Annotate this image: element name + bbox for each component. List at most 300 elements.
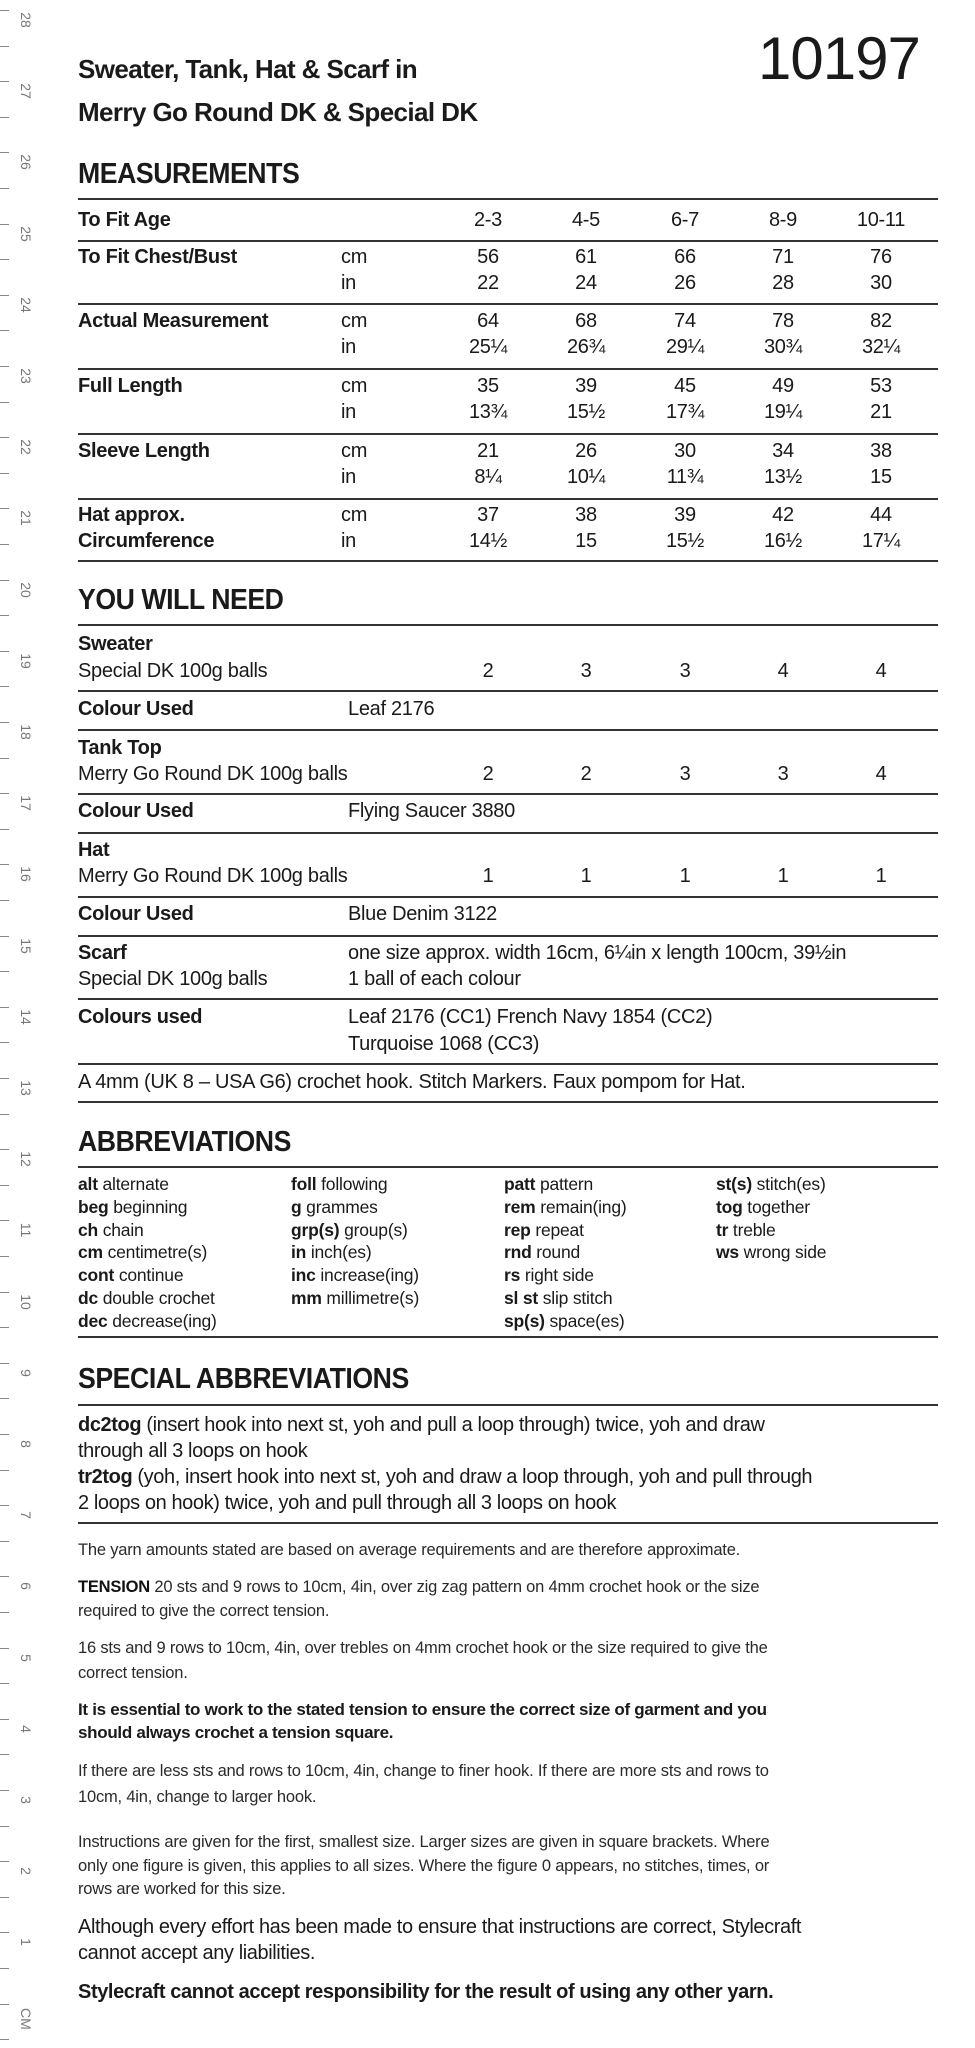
measurement-value: 16½ [763, 530, 803, 552]
size-value: 8-9 [768, 209, 797, 231]
ball-count: 3 [580, 660, 592, 682]
measurement-value: 28 [772, 272, 794, 294]
ruler-tick [0, 1185, 9, 1186]
abbreviation-term: rem [504, 1196, 536, 1217]
hook-change-note: If there are less sts and rows to 10cm, 4in, change to finer hook. If there are more sts and rows to [78, 1762, 769, 1780]
divider [78, 198, 938, 200]
ruler-tick [0, 10, 9, 11]
abbreviation-item [78, 1287, 215, 1309]
ruler-tick [0, 152, 9, 153]
abbreviation-meaning: together [747, 1196, 810, 1217]
divider [78, 560, 938, 562]
abbreviation-meaning: round [536, 1242, 581, 1263]
abbreviation-term: mm [291, 1288, 322, 1308]
abbreviation-meaning: following [321, 1174, 388, 1194]
abbreviation-item [291, 1219, 408, 1241]
abbreviation-term: cont [78, 1265, 115, 1286]
measurement-value: 68 [575, 310, 597, 332]
ruler-label: 19 [18, 653, 34, 669]
measurement-value: 26 [575, 440, 597, 462]
colour-label: Colours used [78, 1006, 203, 1028]
measurement-value: 17¾ [665, 401, 705, 423]
tension-note-2: correct tension. [78, 1664, 188, 1682]
ruler-tick [0, 793, 9, 794]
ruler-tick [0, 1114, 9, 1115]
abbreviation-meaning: millimetre(s) [326, 1288, 420, 1308]
measurement-value: 32¼ [861, 336, 901, 358]
ruler-label: 21 [18, 510, 34, 527]
special-definition: through all 3 loops on hook [78, 1440, 308, 1462]
you-will-need-heading: YOU WILL NEED [78, 584, 284, 616]
row-label: Actual Measurement [78, 310, 269, 332]
size-value: 2-3 [473, 209, 502, 231]
abbreviation-item [291, 1173, 387, 1195]
ruler-label: 10 [18, 1293, 34, 1310]
abbreviation-item [78, 1241, 207, 1263]
abbreviation-term: g [291, 1196, 302, 1217]
divider [78, 240, 938, 242]
ruler-tick [0, 2039, 9, 2040]
unit-label: in [341, 401, 356, 423]
measurement-value: 53 [870, 375, 892, 397]
ruler-tick [0, 1897, 9, 1898]
ruler-tick [0, 580, 9, 581]
measurement-value: 61 [575, 246, 597, 268]
ball-count: 2 [580, 763, 592, 785]
abbreviation-term: inc [291, 1265, 316, 1286]
colour-value: Leaf 2176 [348, 698, 435, 720]
abbreviation-meaning: inch(es) [310, 1242, 372, 1263]
ruler-tick [0, 936, 9, 937]
abbreviation-term: cm [78, 1242, 103, 1263]
ruler-tick [0, 1754, 9, 1755]
abbreviation-item [504, 1264, 594, 1286]
measurement-value: 13½ [763, 466, 803, 488]
ball-count: 4 [777, 660, 789, 682]
row-label: Hat approx. [78, 504, 185, 526]
ruler-tick [0, 437, 9, 438]
ruler-label: 16 [18, 866, 34, 883]
size-value: 10-11 [856, 209, 906, 231]
measurement-value: 45 [674, 375, 696, 397]
measurement-value: 19¼ [763, 401, 803, 423]
ruler-tick [0, 295, 9, 296]
ruler-tick [0, 1968, 9, 1969]
row-label: Circumference [78, 530, 215, 552]
abbreviation-meaning: space(es) [549, 1310, 625, 1331]
abbreviation-item [504, 1287, 612, 1309]
ruler-tick [0, 224, 9, 225]
hook-change-note: 10cm, 4in, change to larger hook. [78, 1788, 317, 1806]
pattern-number: 10197 [758, 25, 920, 92]
abbreviation-item [291, 1196, 378, 1218]
measurement-value: 71 [772, 246, 794, 268]
divider [78, 690, 938, 692]
measurement-value: 30¾ [763, 336, 803, 358]
abbreviation-term: tr [716, 1219, 729, 1240]
measurement-value: 39 [674, 504, 696, 526]
special-abbreviation [78, 1464, 812, 1490]
abbreviation-term: rep [504, 1219, 531, 1240]
abbreviation-item [716, 1219, 776, 1241]
measurement-value: 15 [575, 530, 597, 552]
ruler-label: 3 [18, 1796, 34, 1804]
ruler-tick [0, 1861, 9, 1862]
ball-count: 4 [875, 763, 887, 785]
divider [78, 498, 938, 500]
ruler-tick [0, 1042, 9, 1043]
measurement-value: 8¼ [474, 466, 502, 488]
colour-label: Colour Used [78, 903, 194, 925]
unit-label: cm [341, 440, 368, 462]
special-definition: (yoh, insert hook into next st, yoh and draw a loop through, yoh and pull through [132, 1466, 813, 1488]
abbreviation-term: st(s) [716, 1174, 752, 1194]
ruler-tick [0, 1220, 9, 1221]
abbreviation-meaning: chain [102, 1219, 144, 1240]
measurement-value: 35 [477, 375, 499, 397]
ruler-label: 12 [18, 1151, 34, 1167]
abbreviation-meaning: increase(ing) [320, 1265, 419, 1286]
unit-label: cm [341, 310, 368, 332]
measurement-value: 24 [575, 272, 597, 294]
measurement-value: 15½ [665, 530, 705, 552]
ruler-tick [0, 971, 9, 972]
ruler-label: 15 [18, 937, 34, 954]
ball-count: 1 [482, 865, 494, 887]
tension-label: TENSION [78, 1578, 150, 1596]
tension-note: required to give the correct tension. [78, 1602, 330, 1620]
abbreviation-meaning: group(s) [344, 1219, 408, 1240]
divider [78, 433, 938, 435]
ball-count: 1 [777, 865, 789, 887]
abbreviation-term: dec [78, 1310, 108, 1331]
row-label: To Fit Age [78, 209, 171, 231]
yarn-label: Special DK 100g balls [78, 968, 268, 990]
ball-count: 2 [482, 660, 494, 682]
abbreviation-term: ch [78, 1219, 99, 1240]
ruler-tick [0, 900, 9, 901]
ruler-label: 25 [18, 225, 34, 242]
ball-count: 3 [679, 763, 691, 785]
ball-count: 3 [777, 763, 789, 785]
ruler-tick [0, 1648, 9, 1649]
abbreviation-item [716, 1173, 826, 1195]
measurement-value: 64 [477, 310, 499, 332]
ruler-tick [0, 722, 9, 723]
ruler-label: 24 [18, 297, 34, 313]
measurement-value: 38 [575, 504, 597, 526]
abbreviation-term: beg [78, 1196, 109, 1217]
ruler-tick [0, 1292, 9, 1293]
ruler-tick [0, 81, 9, 82]
abbreviation-item [716, 1196, 810, 1218]
abbreviation-term: foll [291, 1174, 317, 1194]
abbreviation-item [504, 1219, 584, 1241]
abbreviation-term: in [291, 1242, 307, 1263]
abbreviation-item [78, 1173, 169, 1195]
ruler-tick [0, 686, 9, 687]
measurement-value: 15½ [566, 401, 606, 423]
ruler-tick [0, 1505, 9, 1506]
ball-count: 1 [580, 865, 592, 887]
unit-label: cm [341, 375, 368, 397]
special-definition: (insert hook into next st, yoh and pull a loop through) twice, yoh and draw [141, 1414, 765, 1436]
ruler-tick [0, 651, 9, 652]
ruler-label: 4 [18, 1724, 34, 1733]
ruler-label: 13 [18, 1080, 34, 1096]
measurements-heading: MEASUREMENTS [78, 158, 300, 190]
row-label: Full Length [78, 375, 183, 397]
colour-value: Blue Denim 3122 [348, 903, 497, 925]
measurement-value: 30 [870, 272, 892, 294]
ruler-label: 26 [18, 154, 34, 171]
abbreviation-meaning: alternate [102, 1174, 169, 1194]
measurement-value: 17¼ [861, 530, 901, 552]
divider [78, 1166, 938, 1168]
yarn-label: Special DK 100g balls [78, 660, 268, 682]
ball-count: 2 [482, 763, 494, 785]
measurement-value: 44 [870, 504, 892, 526]
unit-label: cm [341, 504, 368, 526]
measurement-value: 56 [477, 246, 499, 268]
abbreviation-item [504, 1310, 625, 1332]
abbreviation-item [78, 1196, 187, 1218]
measurement-value: 49 [772, 375, 794, 397]
ruler-label: 9 [18, 1368, 34, 1377]
item-title: Sweater [78, 633, 153, 655]
ruler-tick [0, 2004, 9, 2005]
title-line-2: Merry Go Round DK & Special DK [78, 97, 478, 127]
special-term: dc2tog [78, 1414, 142, 1436]
divider [78, 832, 938, 834]
measurement-value: 42 [772, 504, 794, 526]
divider [78, 624, 938, 626]
item-title: Hat [78, 839, 110, 861]
measurement-value: 38 [870, 440, 892, 462]
divider [78, 368, 938, 370]
tension-text: 20 sts and 9 rows to 10cm, 4in, over zig zag pattern on 4mm crochet hook or the size [149, 1578, 760, 1596]
ruler-tick [0, 864, 9, 865]
scarf-amount: 1 ball of each colour [348, 968, 521, 990]
unit-label: in [341, 336, 356, 358]
ruler-label: 8 [18, 1440, 34, 1448]
divider [78, 1063, 938, 1065]
abbreviation-meaning: grammes [306, 1196, 378, 1217]
row-label: To Fit Chest/Bust [78, 246, 237, 268]
abbreviation-meaning: beginning [113, 1196, 188, 1217]
ruler-tick [0, 1683, 9, 1684]
abbreviation-meaning: treble [732, 1219, 776, 1240]
colour-label: Colour Used [78, 800, 194, 822]
unit-label: cm [341, 246, 368, 268]
divider [78, 793, 938, 795]
ruler-label: 20 [18, 581, 34, 598]
measurement-value: 37 [477, 504, 499, 526]
ruler-tick [0, 1363, 9, 1364]
ruler-label: 11 [18, 1223, 34, 1238]
abbreviation-item [78, 1219, 144, 1241]
liability-note: cannot accept any liabilities. [78, 1942, 316, 1964]
title-line-1: Sweater, Tank, Hat & Scarf in [78, 54, 418, 84]
item-title: Tank Top [78, 737, 162, 759]
ruler-label: 2 [18, 1867, 34, 1876]
ruler-tick [0, 1149, 9, 1150]
abbreviation-term: tog [716, 1196, 743, 1217]
abbreviation-term: ws [716, 1242, 739, 1263]
ruler-label: 17 [18, 795, 34, 811]
measurement-value: 11¾ [666, 466, 704, 488]
ruler-label: 1 [18, 1938, 34, 1947]
ruler-tick [0, 117, 9, 118]
measurement-value: 14½ [468, 530, 508, 552]
item-title: Scarf [78, 942, 127, 964]
abbreviation-item [504, 1196, 627, 1218]
abbreviation-meaning: repeat [535, 1219, 584, 1240]
instructions-note: Instructions are given for the first, smallest size. Larger sizes are given in square brackets. Where [78, 1833, 770, 1851]
measurement-value: 30 [674, 440, 696, 462]
abbreviation-item [291, 1241, 371, 1263]
yarn-label: Merry Go Round DK 100g balls [78, 865, 348, 887]
measurement-value: 29¼ [665, 336, 705, 358]
size-value: 4-5 [571, 209, 600, 231]
ruler-label: 18 [18, 724, 34, 740]
ruler-tick [0, 1007, 9, 1008]
ruler-tick [0, 1470, 9, 1471]
liability-note: Although every effort has been made to ensure that instructions are correct, Stylecraft [78, 1916, 802, 1938]
measurement-value: 10¼ [566, 466, 606, 488]
ruler-tick [0, 1398, 9, 1399]
divider [78, 998, 938, 1000]
ruler-tick [0, 1541, 9, 1542]
tension-note-2: 16 sts and 9 rows to 10cm, 4in, over trebles on 4mm crochet hook or the size required to give the [78, 1639, 768, 1657]
ruler-label: 27 [18, 83, 34, 99]
ruler-tick [0, 1826, 9, 1827]
ruler-tick [0, 259, 9, 260]
ruler-tick [0, 1790, 9, 1791]
abbreviation-term: alt [78, 1174, 98, 1194]
abbreviation-meaning: remain(ing) [540, 1196, 627, 1217]
special-abbreviation [78, 1412, 764, 1438]
row-label: Sleeve Length [78, 440, 210, 462]
colour-value: Flying Saucer 3880 [348, 800, 515, 822]
measurement-value: 39 [575, 375, 597, 397]
yarn-amounts-note: The yarn amounts stated are based on average requirements and are therefore approximate. [78, 1541, 741, 1559]
measurement-value: 78 [772, 310, 794, 332]
ball-count: 1 [679, 865, 691, 887]
ruler-tick [0, 1327, 9, 1328]
essential-note: should always crochet a tension square. [78, 1723, 394, 1742]
ruler-tick [0, 1434, 9, 1435]
abbreviation-meaning: pattern [539, 1174, 594, 1194]
special-term: tr2tog [78, 1466, 133, 1488]
unit-label: in [341, 272, 356, 294]
special-abbreviations-heading: SPECIAL ABBREVIATIONS [78, 1363, 409, 1395]
abbreviation-term: patt [504, 1174, 536, 1194]
abbreviation-meaning: slip stitch [542, 1288, 613, 1308]
measurement-value: 21 [477, 440, 499, 462]
ball-count: 3 [679, 660, 691, 682]
responsibility-note: Stylecraft cannot accept responsibility for the result of using any other yarn. [78, 1981, 774, 2003]
abbreviation-term: sl st [504, 1288, 539, 1308]
ruler-label: 23 [18, 368, 34, 384]
divider [78, 1101, 938, 1103]
abbreviation-term: sp(s) [504, 1310, 545, 1331]
divider [78, 1522, 938, 1524]
abbreviation-item [504, 1173, 593, 1195]
measurement-value: 26 [674, 272, 696, 294]
ruler-tick [0, 330, 9, 331]
abbreviation-meaning: stitch(es) [756, 1174, 826, 1194]
abbreviations-heading: ABBREVIATIONS [78, 1126, 291, 1158]
instructions-note: rows are worked for this size. [78, 1880, 286, 1898]
measurement-value: 13¾ [468, 401, 508, 423]
abbreviation-item [716, 1241, 826, 1263]
tension-note [78, 1575, 759, 1599]
ruler-tick [0, 829, 9, 830]
ruler-tick [0, 1932, 9, 1933]
ball-count: 1 [875, 865, 887, 887]
measurement-value: 25¼ [468, 336, 508, 358]
unit-label: in [341, 466, 356, 488]
ruler-label: 6 [18, 1582, 34, 1591]
ruler-unit: CM [18, 2008, 34, 2030]
ruler-label: 7 [18, 1511, 34, 1520]
scarf-size: one size approx. width 16cm, 6¼in x length 100cm, 39½in [348, 942, 847, 964]
measurement-value: 74 [674, 310, 696, 332]
colour-label: Colour Used [78, 698, 194, 720]
divider [78, 729, 938, 731]
measurement-value: 21 [870, 401, 892, 423]
essential-note: It is essential to work to the stated tension to ensure the correct size of garment and you [78, 1700, 767, 1719]
ruler-tick [0, 1256, 9, 1257]
ruler-tick [0, 758, 9, 759]
ruler-label: 22 [18, 439, 34, 455]
abbreviation-item [504, 1241, 580, 1263]
colour-value: Leaf 2176 (CC1) French Navy 1854 (CC2) [348, 1006, 713, 1028]
ruler-tick [0, 366, 9, 367]
ruler-tick [0, 1612, 9, 1613]
divider [78, 935, 938, 937]
measurement-value: 66 [674, 246, 696, 268]
ruler-label: 28 [18, 12, 34, 28]
special-definition: 2 loops on hook) twice, yoh and pull through all 3 loops on hook [78, 1492, 617, 1514]
instructions-note: only one figure is given, this applies to all sizes. Where the figure 0 appears, no stitches, times, or [78, 1856, 770, 1875]
abbreviation-item [78, 1264, 183, 1286]
measurement-value: 82 [870, 310, 892, 332]
measurement-value: 76 [870, 246, 892, 268]
divider [78, 303, 938, 305]
ruler-label: 5 [18, 1653, 34, 1662]
ruler-tick [0, 402, 9, 403]
abbreviation-item [78, 1310, 217, 1332]
abbreviation-item [291, 1287, 419, 1309]
abbreviation-term: rs [504, 1265, 521, 1286]
measurement-value: 15 [870, 466, 892, 488]
size-value: 6-7 [670, 209, 699, 231]
abbreviation-meaning: decrease(ing) [112, 1310, 217, 1331]
ruler-tick [0, 615, 9, 616]
abbreviation-meaning: double crochet [102, 1288, 215, 1308]
abbreviation-meaning: right side [524, 1265, 594, 1286]
abbreviation-term: rnd [504, 1242, 532, 1263]
abbreviation-term: dc [78, 1288, 99, 1308]
abbreviation-meaning: wrong side [743, 1242, 827, 1263]
ruler-tick [0, 544, 9, 545]
yarn-label: Merry Go Round DK 100g balls [78, 763, 348, 785]
extras-text: A 4mm (UK 8 – USA G6) crochet hook. Stitch Markers. Faux pompom for Hat. [78, 1071, 746, 1093]
abbreviation-item [291, 1264, 419, 1286]
abbreviation-meaning: centimetre(s) [107, 1242, 208, 1263]
